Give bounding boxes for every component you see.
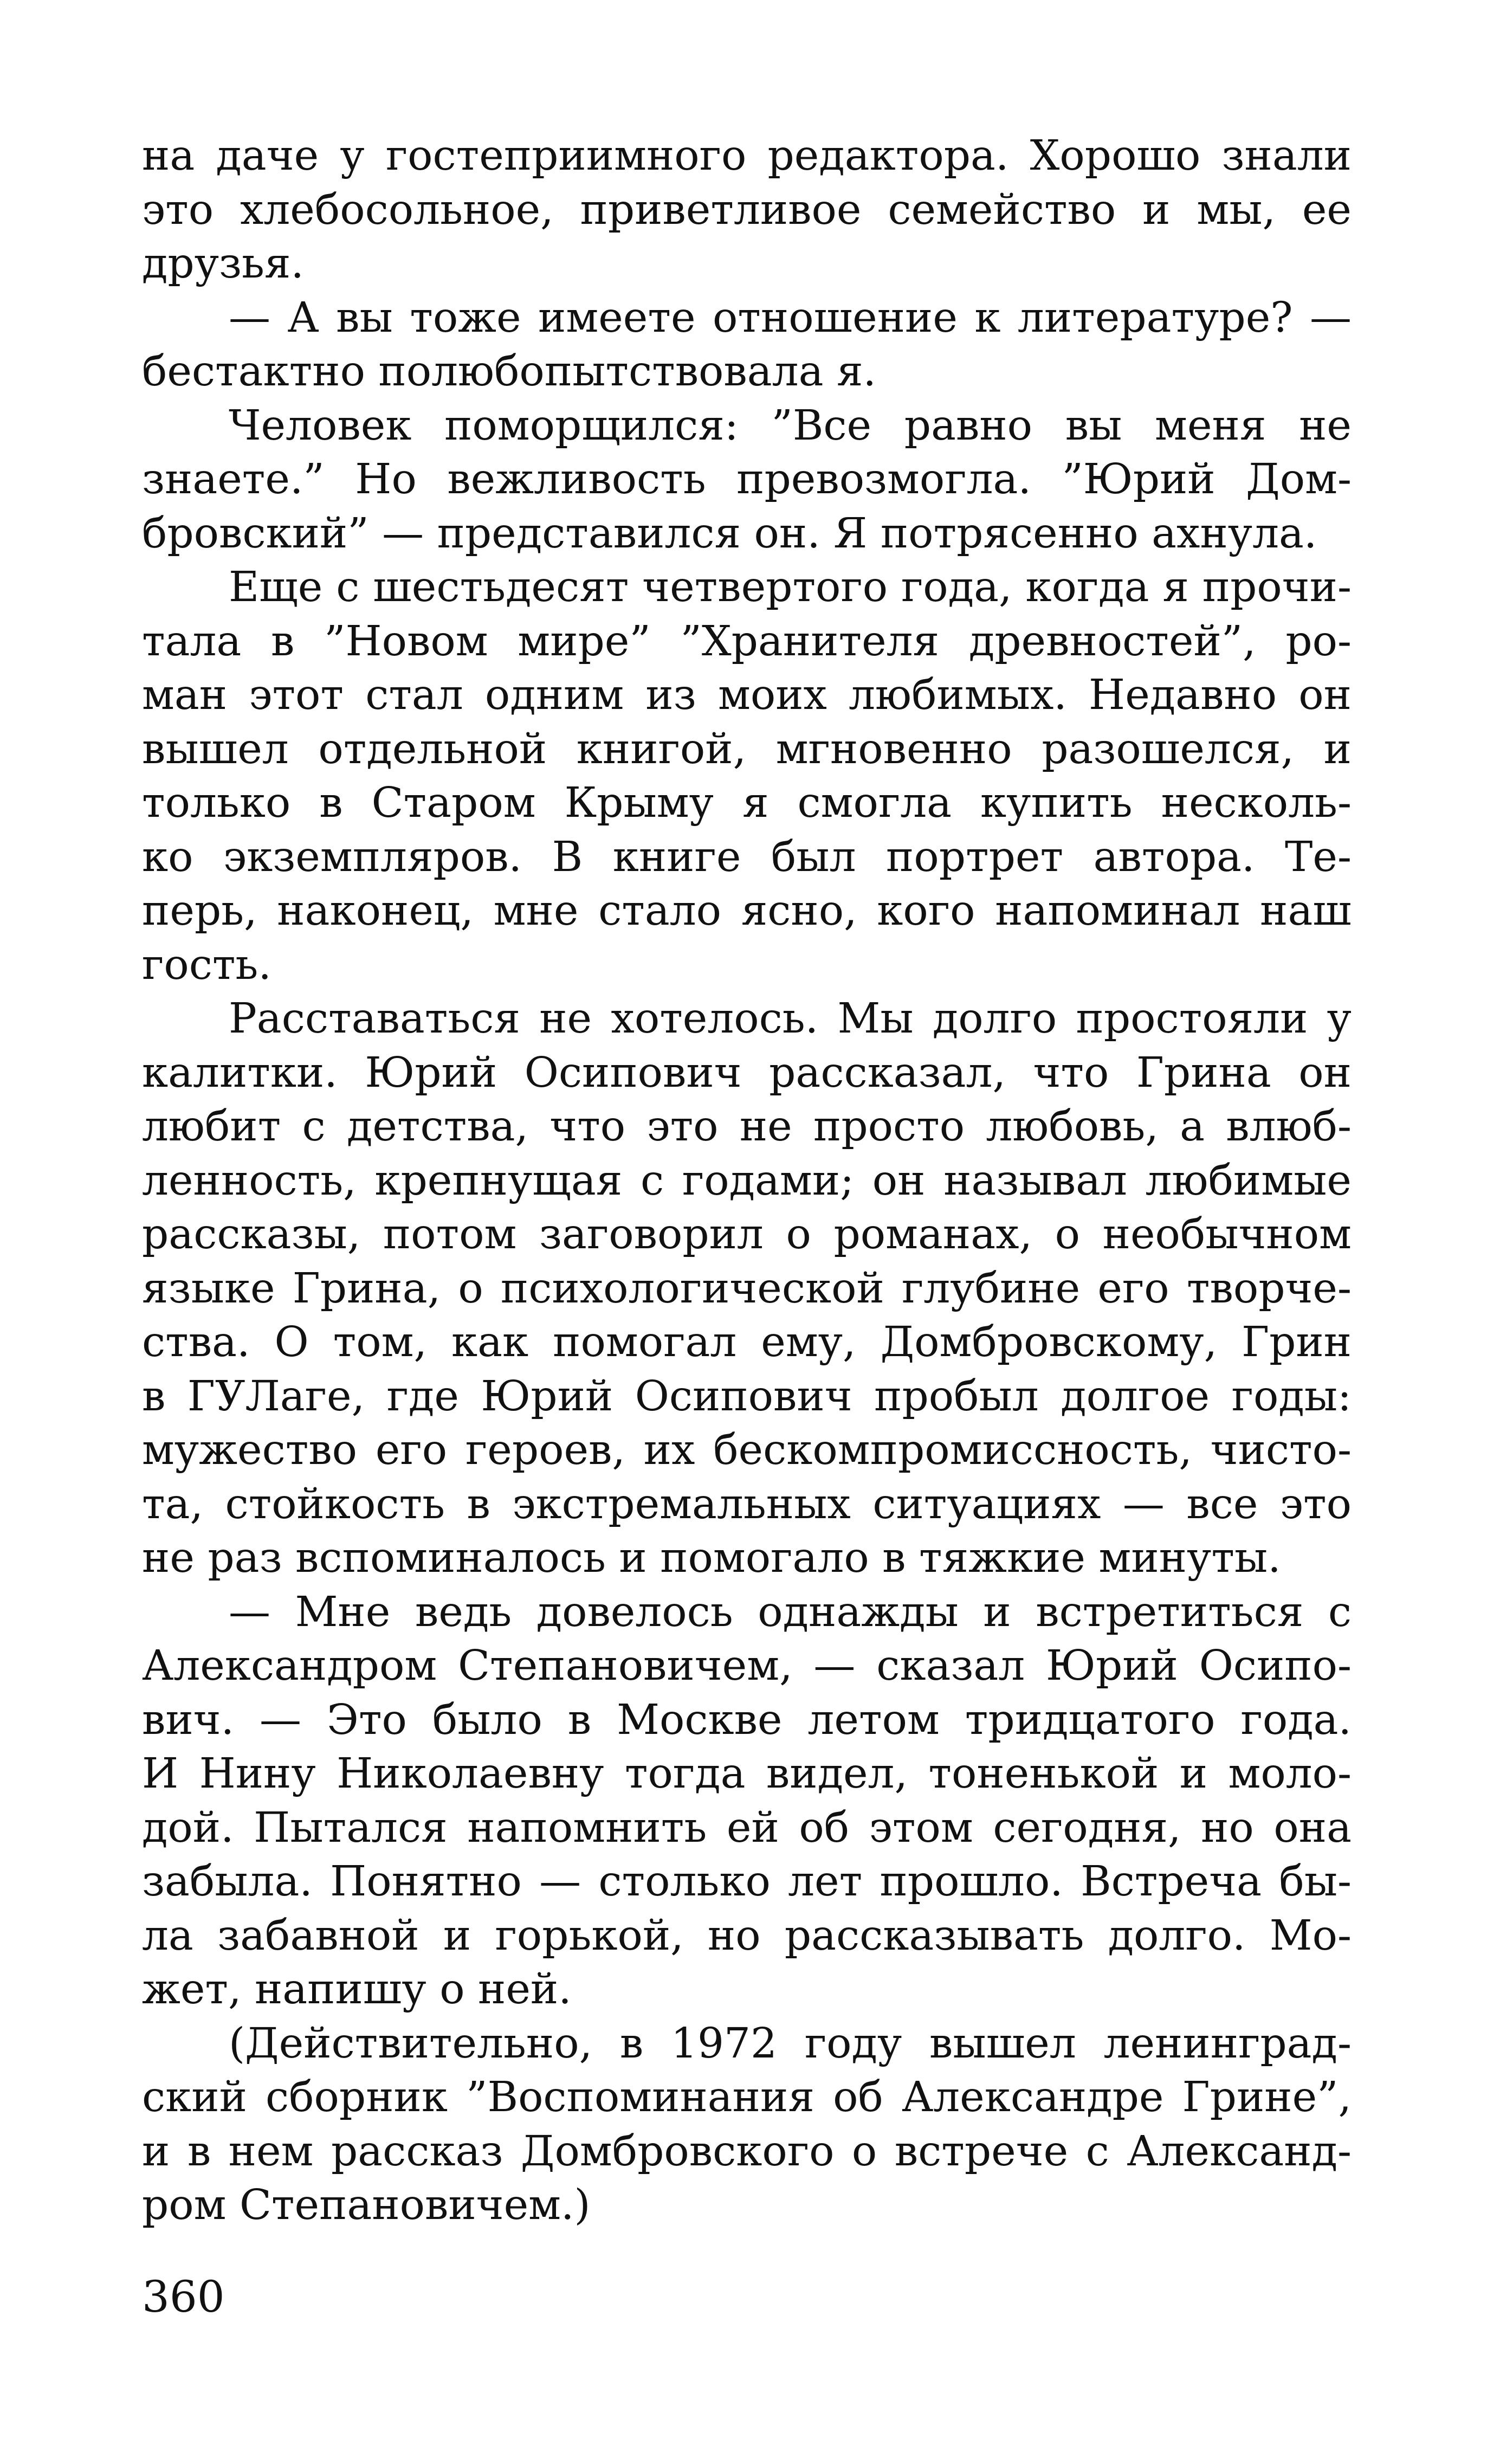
text-line: гость. <box>142 940 271 989</box>
paragraph <box>142 992 1352 1585</box>
text-line: жет, напишу о ней. <box>142 1965 572 2014</box>
text-line: рассказы, потом заговорил о романах, о необычном <box>142 1210 1352 1259</box>
book-page <box>142 129 1352 2322</box>
text-line: это хлебосольное, приветливое семейство и мы, ее <box>142 185 1352 234</box>
paragraph <box>142 129 1352 291</box>
text-line: знаете.” Но вежливость превозмогла. ”Юрий Дом- <box>142 455 1352 504</box>
paragraph <box>142 560 1352 992</box>
text-line: — Мне ведь довелось однажды и встретиться с <box>229 1588 1352 1636</box>
text-line: языке Грина, о психологической глубине его творче- <box>142 1264 1352 1313</box>
text-line: вич. — Это было в Москве летом тридцатого года. <box>142 1695 1352 1744</box>
paragraph <box>142 2017 1352 2233</box>
text-line: ром Степановичем.) <box>142 2181 591 2229</box>
text-line: только в Старом Крыму я смогла купить несколь- <box>142 779 1352 827</box>
text-line: на даче у гостеприимного редактора. Хорошо знали <box>142 132 1352 180</box>
text-line: тала в ”Новом мире” ”Хранителя древностей”, ро- <box>142 617 1352 666</box>
text-line: И Нину Николаевну тогда видел, тоненькой и моло- <box>142 1750 1352 1798</box>
paragraph <box>142 1585 1352 2017</box>
page-number: 360 <box>142 2272 225 2322</box>
text-line: друзья. <box>142 240 304 288</box>
text-line: забыла. Понятно — столько лет прошло. Встреча бы- <box>142 1857 1352 1906</box>
text-line: калитки. Юрий Осипович рассказал, что Грина он <box>142 1048 1352 1097</box>
text-line: бестактно полюбопытствовала я. <box>142 347 877 396</box>
text-line: Человек поморщился: ”Все равно вы меня не <box>229 401 1352 450</box>
text-line: ла забавной и горькой, но рассказывать долго. Мо- <box>142 1911 1352 1960</box>
text-line: Еще с шестьдесят четвертого года, когда я прочи- <box>229 563 1352 611</box>
text-line: ский сборник ”Воспоминания об Александре Грине”, <box>142 2073 1352 2121</box>
text-line: мужество его героев, их бескомпромиссность, чисто- <box>142 1426 1352 1474</box>
paragraph <box>142 291 1352 399</box>
text-line: перь, наконец, мне стало ясно, кого напоминал наш <box>142 887 1352 935</box>
text-line: не раз вспоминалось и помогало в тяжкие минуты. <box>142 1534 1281 1582</box>
text-line: Расставаться не хотелось. Мы долго простояли у <box>229 995 1352 1043</box>
text-line: бровский” — представился он. Я потрясенно ахнула. <box>142 509 1317 558</box>
text-line: та, стойкость в экстремальных ситуациях — все это <box>142 1480 1352 1528</box>
paragraph <box>142 399 1352 561</box>
text-line: (Действительно, в 1972 году вышел ленинград- <box>229 2019 1352 2068</box>
body-text <box>142 129 1352 2233</box>
text-line: ства. О том, как помогал ему, Домбровскому, Грин <box>142 1318 1352 1366</box>
text-line: в ГУЛаге, где Юрий Осипович пробыл долгое годы: <box>142 1372 1352 1421</box>
text-line: ко экземпляров. В книге был портрет автора. Те- <box>142 833 1352 881</box>
text-line: Александром Степановичем, — сказал Юрий Осипо- <box>142 1642 1352 1690</box>
text-line: ман этот стал одним из моих любимых. Недавно он <box>142 671 1352 719</box>
text-line: любит с детства, что это не просто любовь, а влюб- <box>142 1102 1352 1151</box>
text-line: ленность, крепнущая с годами; он называл любимые <box>142 1156 1352 1205</box>
text-line: вышел отдельной книгой, мгновенно разошелся, и <box>142 725 1352 773</box>
text-line: дой. Пытался напомнить ей об этом сегодня, но она <box>142 1803 1352 1852</box>
text-line: и в нем рассказ Домбровского о встрече с Александ- <box>142 2127 1352 2176</box>
text-line: — А вы тоже имеете отношение к литературе? — <box>229 293 1352 342</box>
